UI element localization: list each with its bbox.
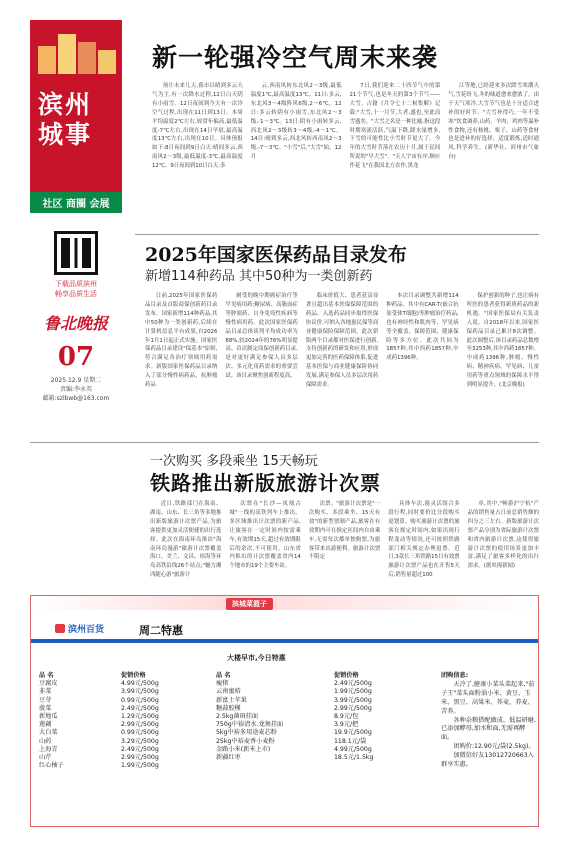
group-heading: 团购信息: bbox=[441, 672, 469, 679]
group-info-line: 加微信好友13012720663入群享实惠。 bbox=[441, 752, 534, 769]
group-info-line: 各种杂粮搭配做成、低温研磨,已添加酵母,加水和面,无需再酵面。 bbox=[441, 716, 536, 742]
paragraph: 本次目录调整共新增114种药品。其中有CAR-T(嵌合抗原受体T细胞)等肿瘤治疗药品,也有神经性和肌肉等、罕见病等全覆盖。保障范围、健康保险等多方位。此次共同为1857种,其中西药1857种,中成药1396种。 bbox=[386, 293, 459, 362]
product-name: 750g中裕清水.龙须挂面 bbox=[216, 721, 284, 729]
table-row bbox=[39, 729, 191, 737]
product-name: 金路小米(新米上市) bbox=[216, 745, 271, 753]
article2-subhead: 新增114种药品 其中50种为一类创新药 bbox=[145, 269, 373, 284]
product-price: 0.99元/500g bbox=[121, 696, 159, 704]
paragraph: 江等地,已经迎来多次降雪寒潮天气,雪花纷飞,冬的味道愈来愈浓了。由于天气寒冷,大雪节气也是十分适合进补的好时节。"大雪补得巧,一年不受寒"饮食调养,山药、羊肉、鸡肉等温补性食物,还有核桃、栗子、山药等食材也是进补的好选择。适度锻炼,适时通风,科学养生。(新华社、滨州市气象台) bbox=[448, 83, 539, 161]
table-row bbox=[39, 705, 191, 713]
price-table-left bbox=[39, 672, 191, 770]
article1-col-4 bbox=[448, 82, 539, 232]
article3-col-4 bbox=[388, 500, 459, 592]
email: 邮箱:szlbwb@163.com bbox=[42, 395, 110, 402]
paragraph: 临床价值大、患者获益显著且超出基本医保保障范围的药品。入选药品同步取得医保协议价,可纳入各地惠民保等商业健康保险保障范围。此次新版两个目录都对医保进行创新,支持创新药的研发和应用,形成更加完善的医药保障体系,促进基本医保与商业健康保险协同发展,满足参保人员多层次用药保障需求。 bbox=[305, 293, 379, 389]
article2-col-4 bbox=[386, 292, 458, 434]
product-name: 云南蜜桔 bbox=[216, 688, 241, 696]
article2-headline: 2025年国家医保药品目录发布 bbox=[145, 244, 407, 266]
article2-col-2 bbox=[225, 292, 297, 434]
product-price: 4.99元/500g bbox=[334, 745, 372, 753]
masthead-meta bbox=[30, 376, 122, 403]
paragraph: 次票。"旅游计次票是"一次购买、多段乘坐、15天有效"的新型票制产品,旅客在有效期内可在指定区间内自由乘车,无需每次都单独购票,为旅客带来出游便利。旅游计次票不限定 bbox=[308, 501, 381, 561]
product-name: 红心柚子 bbox=[39, 762, 64, 770]
paragraph: 7日,我们迎来二十四节气中的第21个节气,也是冬天的第3个节气——大雪。古籍《月令七十二候集解》记载:"大雪,十一月节,大者,盛也,至此而雪盛矣。"大雪之名是一种比喻,指这段时期寒流活跃,气温下降,降水量增多,下雪的可能性比小雪时节更大了。今年的大雪时节落在农历十月,属于民间所说的"早大雪"。"天人宇宙有序,顺应作花飞"在我国北方农作,黑龙 bbox=[349, 83, 441, 170]
table-row bbox=[216, 746, 404, 754]
divider bbox=[30, 442, 539, 443]
product-price: 2.99元/500g bbox=[121, 721, 159, 729]
table-header bbox=[39, 672, 191, 680]
article1-col-1 bbox=[152, 82, 243, 232]
group-info-line: 团购价:12.90元/袋(2.5kg)。 bbox=[453, 743, 535, 751]
product-price: 2.49元/500g bbox=[334, 680, 372, 688]
price-table-right bbox=[216, 672, 404, 762]
product-price: 118.1元/袋 bbox=[334, 737, 367, 745]
product-name: 韭菜 bbox=[39, 688, 52, 696]
column-header: 促销价格 bbox=[334, 672, 359, 679]
table-row bbox=[216, 688, 404, 696]
article1-col-3 bbox=[350, 82, 441, 232]
article2-col-5 bbox=[467, 292, 539, 434]
article2-col-3 bbox=[306, 292, 378, 434]
product-price: 3.29元/500g bbox=[121, 737, 159, 745]
paragraph: 预计未来几天,我市以晴到多云天气为主,有一次降水过程,12日白天阴有小雨雪。12日夜间到今天有一次冷空气过程,出现在11日到13日。本周平均温度2℃左右,较常年偏高,最低温度-7℃左右,出现在14日早晨,最高温度13℃左右,出现在10日。具体预报如下:8日夜间到9日白天:晴间多云,西南风2～3级,最低温度-3℃,最高温度12℃。9日夜间到10日白天:多 bbox=[152, 83, 243, 170]
article3-col-3 bbox=[309, 500, 380, 592]
product-name: 豆腐皮 bbox=[39, 680, 58, 688]
ad-title: 周二特惠 bbox=[139, 624, 183, 637]
article3-col-2 bbox=[229, 500, 300, 592]
article1-headline: 新一轮强冷空气周末来袭 bbox=[152, 43, 439, 72]
table-row bbox=[216, 705, 404, 713]
houses-illustration bbox=[36, 30, 116, 74]
store-logo: 滨州百货 bbox=[55, 622, 104, 635]
article1-col-2 bbox=[251, 82, 342, 232]
ad-tagline: 大楼早市,今日特惠 bbox=[227, 654, 286, 662]
table-row bbox=[39, 680, 191, 688]
table-row bbox=[39, 713, 191, 721]
product-name: 瘦猪 bbox=[216, 680, 229, 688]
product-name: 豆芽 bbox=[39, 696, 52, 704]
article3-col-5 bbox=[468, 500, 539, 592]
masthead-subtitle: 社区 商圈 会展 bbox=[30, 192, 122, 213]
product-name: 25kg中裕麦香小麦粉 bbox=[216, 737, 275, 745]
paragraph: 云,西南风转东北风2～3级,最低温度1℃,最高温度13℃。11日:多云,东北风3～4级阵风6级,2～6℃。12日:多云转阴有小雨雪,东北风2～3级,-1～3℃。13日:阴有小雨转多云,西北风2～3级转3～4级,-4～1℃。14日:晴到多云,西北风转西南风2～3级,-7～3℃。"小雪"后,"大雪"始。12月 bbox=[250, 83, 342, 161]
newspaper-logo: 鲁北晚报 bbox=[43, 314, 108, 333]
ad-tag: 滨城菜篮子 bbox=[226, 598, 273, 610]
paragraph: 单,其中,"畅游沪宁杭"产品的销售量占日前总销售额的四分之三左右。新版旅游计次票产品分别为省际旅游计次票和省内旅游计次票,这使得旅游计次票的使用场景更加丰富,满足了旅客多样化的出行需求。(据央视新闻) bbox=[467, 501, 540, 570]
column-header: 品 名 bbox=[216, 672, 231, 679]
masthead-banner bbox=[30, 20, 122, 192]
product-name: 菠菜 bbox=[39, 704, 52, 712]
product-name: 新地瓜 bbox=[39, 713, 58, 721]
product-price: 1.29元/500g bbox=[121, 713, 159, 721]
table-row bbox=[39, 762, 191, 770]
product-price: 18.5元/1.5kg bbox=[334, 754, 374, 762]
paragraph: 保护创新的种子,也让病有所医的患者获得新质药品的新机遇。"国家医保局有关负责人说。自2018年以来,国家医保药品目录已累计8次调整。此次调整后,该目录药品总数增至3253种,其中西药1857种、中成药1396种,肿瘤、慢性病、精神疾病、罕见病、儿童用药等重点领域的保障水平得到明显提升。(北京晚报) bbox=[466, 293, 540, 389]
masthead bbox=[30, 20, 122, 403]
product-name: 上海青 bbox=[39, 745, 58, 753]
table-row bbox=[216, 713, 404, 721]
product-name: 5kg中裕多用途麦芯粉 bbox=[216, 729, 277, 737]
product-price: 2.49元/500g bbox=[121, 704, 159, 712]
issue-date: 2025.12.9 星期二 bbox=[50, 377, 102, 384]
ad-divider-bar bbox=[31, 639, 538, 643]
table-row bbox=[39, 697, 191, 705]
paragraph: 次票在"长沙—凤凰古城"一线的高铁列车上推出。多区域推出计次票的新产品,让旅客在一定时间内按需乘车,有效期15天,超过有效期限后的余次,不可使用。山东省内推出的计次票覆盖省内14个地市的19个主要车站。 bbox=[229, 501, 301, 570]
table-row bbox=[39, 688, 191, 696]
group-buy-info bbox=[441, 672, 537, 770]
article2-body bbox=[145, 292, 539, 434]
table-header bbox=[216, 672, 404, 680]
table-row bbox=[39, 754, 191, 762]
product-name: 大白菜 bbox=[39, 729, 58, 737]
paragraph: 近日,铁路部门在海南、湖南、山东、长三角等多地推出新版旅游计次票产品,为旅客提供更加灵活便捷的出行选择。此次在海南环岛推出"海南环岛漫游"旅游计次票覆盖海口、美兰、文昌、琼海等环岛高铁沿线26个站点;"魅力湘西随心游"旅游计 bbox=[150, 501, 222, 579]
product-price: 1.99元/500g bbox=[121, 762, 159, 770]
paragraph: 日前,2025年国家医保药品目录及首版商保创新药目录发布。国家新增114种药品,其中50种为一类创新药,后续在计算机信息平台成果,自2026年1月1日起正式实施。国家医保药品目录建设"保基本"原则,符合满足各治疗领域用药需求。新版国家医保药品目录纳入了部分慢性病药品、抗肿瘤药品 bbox=[145, 293, 218, 389]
product-name: 新富士苹果 bbox=[216, 696, 247, 704]
article3-body bbox=[150, 500, 539, 592]
divider bbox=[135, 234, 539, 235]
product-price: 3.99元/500g bbox=[334, 696, 372, 704]
column-header: 促销价格 bbox=[121, 672, 146, 679]
qr-code-icon[interactable] bbox=[54, 231, 98, 275]
article3-col-1 bbox=[150, 500, 221, 592]
table-row bbox=[39, 721, 191, 729]
table-row bbox=[216, 680, 404, 688]
product-name: 莲藕 bbox=[39, 721, 52, 729]
page-number: 07 bbox=[57, 342, 95, 372]
table-row bbox=[39, 746, 191, 754]
product-price: 19.9元/500g bbox=[334, 729, 372, 737]
group-info-line: 天冷了,健康小菜头菜起来,"茄子王"菜头面粉油小米、黄豆、玉米、黑豆、高粱米、荞麦、养麦、苦荞。 bbox=[441, 680, 535, 715]
product-name: 糖蒜胶槿 bbox=[216, 704, 241, 712]
product-name: 2.5kg菌斑挂面 bbox=[216, 713, 259, 721]
table-row bbox=[216, 738, 404, 746]
ad-banner bbox=[31, 596, 538, 610]
column-header: 品 名 bbox=[39, 672, 54, 679]
editor: 责编:李永英 bbox=[59, 386, 93, 393]
table-row bbox=[216, 697, 404, 705]
product-price: 2.99元/500g bbox=[334, 704, 372, 712]
article3-headline: 铁路推出新版旅游计次票 bbox=[150, 471, 381, 495]
table-row bbox=[216, 754, 404, 762]
table-row bbox=[39, 738, 191, 746]
article3-kicker: 一次购买 多段乘坐 15天畅玩 bbox=[150, 454, 318, 469]
product-price: 2.99元/500g bbox=[121, 754, 159, 762]
product-name: 山芹 bbox=[39, 754, 52, 762]
product-price: 4.99元/500g bbox=[121, 680, 159, 688]
paragraph: 具体车次,能灵活组合多段行程,同时要价比分段购买更划算。购买旅游计次票的旅客在规定时间内,如果出现行程变动等情况,还可按照铁路部门相关规定办理退票。近日,3款长三角铁路15日有效票旅游计次票产品也在开售5天后,销售量超过100 bbox=[388, 501, 460, 579]
product-price: 1.99元/500g bbox=[334, 688, 372, 696]
product-price: 2.49元/500g bbox=[121, 745, 159, 753]
product-price: 0.99元/500g bbox=[121, 729, 159, 737]
grocery-advertisement bbox=[30, 595, 539, 827]
table-row bbox=[216, 729, 404, 737]
product-price: 3.9元/把 bbox=[334, 721, 359, 729]
product-name: 新疆红枣 bbox=[216, 754, 241, 762]
product-name: 山药 bbox=[39, 737, 52, 745]
product-price: 8.9元/包 bbox=[334, 713, 359, 721]
article1-body bbox=[152, 82, 539, 232]
article2-col-1 bbox=[145, 292, 217, 434]
masthead-title: 滨州城事 bbox=[38, 90, 93, 149]
qr-caption: 下载品质滨州 畅享品质生活 bbox=[55, 280, 97, 298]
product-price: 3.99元/500g bbox=[121, 688, 159, 696]
paragraph: 耐受的晚中期癌症治疗等罕见病用药;糖尿病、高脂血症等肿瘤药、自身免疫性疾病等慢性病用药。此次国家医保药品目录总体谈判平均成功率为88%,较2024年的76%明显提高。首次制定商保创新药目录,是对更好满足参保人员多层次、多元化用药需求的重要尝试。该目录聚焦创新程度高、 bbox=[225, 293, 298, 380]
